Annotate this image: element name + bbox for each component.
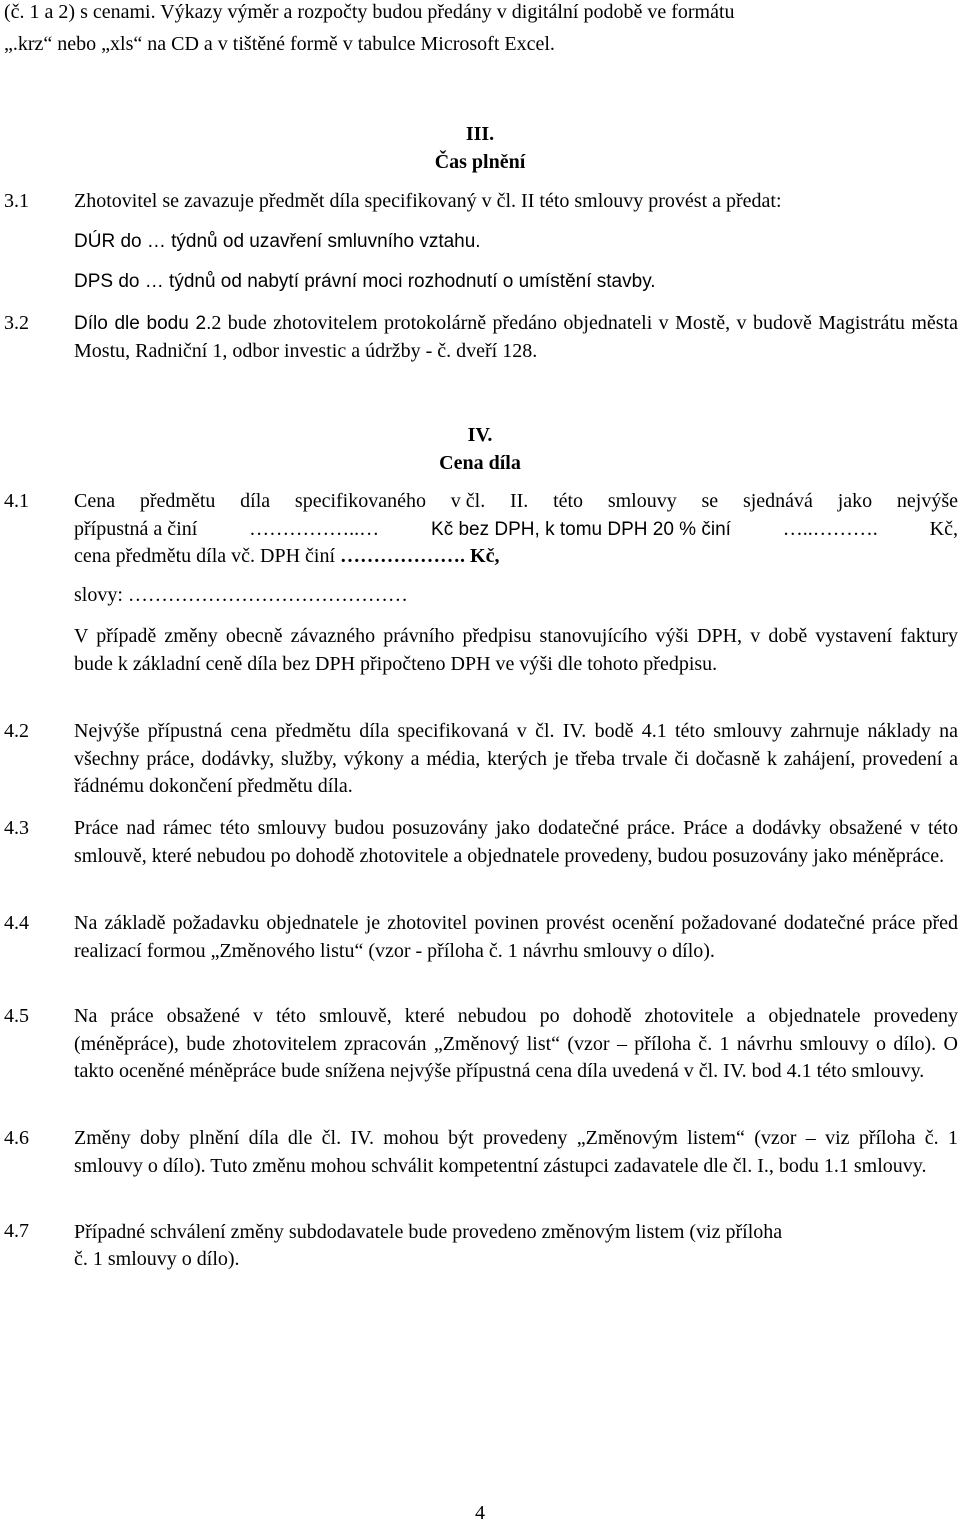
item-4-1-word: II. <box>509 490 529 512</box>
page-number: 4 <box>475 1502 485 1524</box>
item-3-2-text <box>74 310 958 365</box>
item-4-1-word: nejvýše <box>896 490 958 512</box>
item-4-1-word: sjednává <box>742 490 813 512</box>
item-4-3-text: Práce nad rámec této smlouvy budou posuzovány jako dodatečné práce. Práce a dodávky obsažené v této smlouvě, které nebudou po dohodě zhotovitele a objednatele provedeny, budou posuzovány jako méněpráce. <box>74 817 958 867</box>
item-4-1-word: jako <box>837 490 873 512</box>
item-4-1-row-2 <box>74 516 958 544</box>
item-4-1-slovy <box>74 583 408 607</box>
section-3-roman: III. <box>465 123 495 145</box>
item-4-2-number: 4.2 <box>4 720 29 742</box>
item-4-1-vat-note: V případě změny obecně závazného právního předpisu stanovujícího výši DPH, v době vystavení faktury bude k základní ceně díla bez DPH připočteno DPH ve výši dle tohoto předpisu. <box>74 625 958 675</box>
item-4-4-number: 4.4 <box>4 912 29 934</box>
item-4-6-text: Změny doby plnění díla dle čl. IV. mohou být provedeny „Změnovým listem“ (vzor – viz příloha č. 1 smlouvy o dílo). Tuto změnu mohou schválit kompetentní zástupci zadavatele dle čl. I., bodu 1.1 smlouvy. <box>74 1127 958 1177</box>
section-4-roman: IV. <box>467 424 493 446</box>
item-4-1-currency: Kč, <box>929 517 958 540</box>
item-3-2-text-rest: 2 bude zhotovitelem protokolárně předáno objednateli v Mostě, v budově Magistrátu města Mostu, Radniční 1, odbor investic a údržby - č. dveří 128. <box>74 312 958 362</box>
item-4-1-block <box>74 488 958 571</box>
item-4-5-number: 4.5 <box>4 1005 29 1027</box>
item-4-1-total-currency: Kč, <box>470 545 500 567</box>
item-4-7-number: 4.7 <box>4 1220 29 1242</box>
item-4-1-number: 4.1 <box>4 490 29 512</box>
item-3-1-number: 3.1 <box>4 190 29 212</box>
item-4-1-row-1 <box>74 488 958 516</box>
total-price-blank: ………………. <box>340 545 466 567</box>
price-without-vat-blank: ……………..… <box>249 517 380 540</box>
item-4-1-word: Cena <box>74 490 116 512</box>
item-4-1-word: smlouvy <box>607 490 677 512</box>
item-4-1-total-label: cena předmětu díla vč. DPH činí <box>74 545 336 567</box>
item-3-1-sub-dur: DÚR do … týdnů od uzavření smluvního vztahu. <box>74 231 481 252</box>
item-4-5-text: Na práce obsažené v této smlouvě, které nebudou po dohodě zhotovitele a objednatele provedeny (méněpráce), bude zhotovitelem zpracován „Změnový list“ (vzor – příloha č. 1 návrhu smlouvy o dílo). O takto oceněné méněpráce bude snížena nejvýše přípustná cena díla uvedená v čl. IV. bod 4.1 této smlouvy. <box>74 1005 958 1082</box>
item-4-1-word: předmětu <box>139 490 216 512</box>
item-3-1-text: Zhotovitel se zavazuje předmět díla specifikovaný v čl. II této smlouvy provést a předat: <box>74 190 782 212</box>
item-4-6-number: 4.6 <box>4 1127 29 1149</box>
item-4-7-line-2: č. 1 smlouvy o dílo). <box>74 1248 240 1270</box>
section-3-title: Čas plnění <box>434 151 526 173</box>
item-4-1-word: této <box>553 490 584 512</box>
item-3-2-number: 3.2 <box>4 312 29 334</box>
item-4-1-word: specifikovaného <box>294 490 426 512</box>
vat-amount-blank: …..………. <box>782 517 878 540</box>
item-4-1-price-label: přípustná a činí <box>74 517 198 540</box>
item-4-1-word: díla <box>240 490 271 512</box>
item-3-2-text-start: Dílo dle bodu 2. <box>74 313 212 334</box>
intro-line-1: (č. 1 a 2) s cenami. Výkazy výměr a rozpočty budou předány v digitální podobě ve formátu <box>4 1 735 23</box>
slovy-blank: …………………………………… <box>127 584 408 606</box>
item-4-1-word: v čl. <box>450 490 486 512</box>
intro-line-2: „.krz“ nebo „xls“ na CD a v tištěné formě v tabulce Microsoft Excel. <box>4 33 555 55</box>
slovy-label: slovy: <box>74 584 123 606</box>
item-4-1-row-3 <box>74 543 958 571</box>
section-4-title: Cena díla <box>439 452 521 474</box>
item-4-7-line-1: Případné schválení změny subdodavatele bude provedeno změnovým listem (viz příloha <box>74 1221 783 1243</box>
item-4-3-number: 4.3 <box>4 817 29 839</box>
item-4-2-text: Nejvýše přípustná cena předmětu díla specifikovaná v čl. IV. bodě 4.1 této smlouvy zahrnuje náklady na všechny práce, dodávky, služby, výkony a média, kterých je třeba trvale či dočasně k zahájení, provedení a řádnému dokončení předmětu díla. <box>74 720 958 797</box>
item-4-1-vat-text: Kč bez DPH, k tomu DPH 20 % činí <box>431 518 731 540</box>
item-3-1-sub-dps: DPS do … týdnů od nabytí právní moci rozhodnutí o umístění stavby. <box>74 271 656 292</box>
item-4-1-word: se <box>701 490 719 512</box>
item-4-4-text: Na základě požadavku objednatele je zhotovitel povinen provést ocenění požadované dodatečné práce před realizací formou „Změnového listu“ (vzor - příloha č. 1 návrhu smlouvy o dílo). <box>74 912 958 962</box>
